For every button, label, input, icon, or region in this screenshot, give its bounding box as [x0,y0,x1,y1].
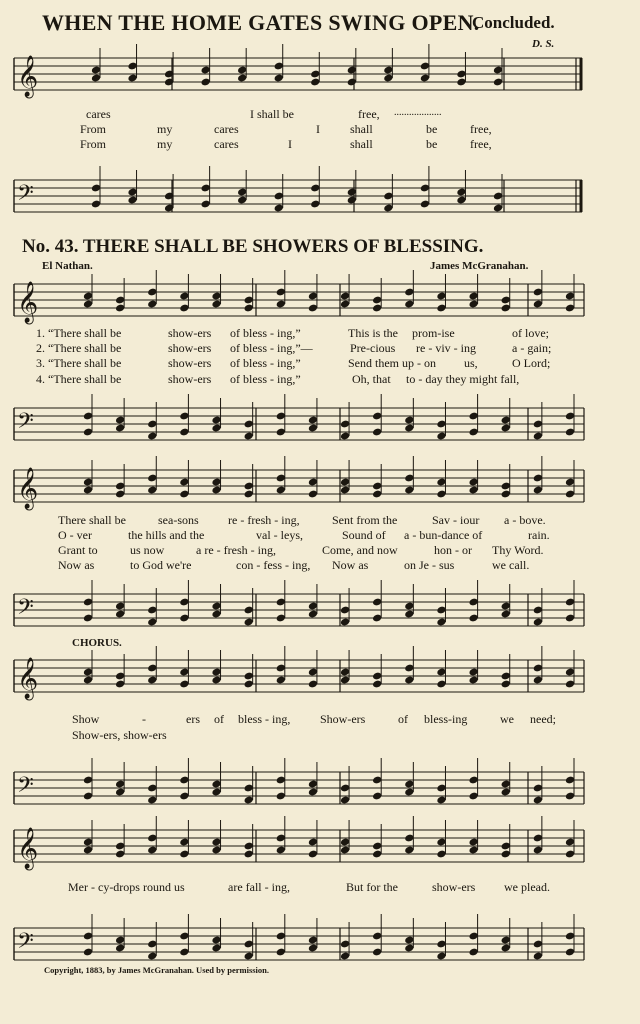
lyric: a - bove. [504,513,546,527]
author-credit: El Nathan. [42,260,93,272]
lyric: my [157,122,173,136]
lyric: hon - or [434,543,472,557]
lyric: Come, and now [322,543,398,557]
lyric: 1. “There shall be [36,326,122,340]
treble-clef: 𝄞 [17,658,39,699]
lyric: need; [530,712,556,726]
bass-clef: 𝄢 [17,773,34,803]
lyric: Mer - cy-drops round us [68,880,185,894]
lyric: us, [464,356,478,370]
treble-clef: 𝄞 [17,828,39,869]
lyric: con - fess - ing, [236,558,311,572]
lyric: of love; [512,326,549,340]
lyric: O Lord; [512,356,551,370]
lyric: sea-sons [158,513,199,527]
lyric: O - ver [58,528,92,542]
lyric: show-ers [168,372,212,386]
lyric: we plead. [504,880,550,894]
lyric: of bless - ing,”— [230,341,313,355]
lyric: I shall be [250,107,294,121]
lyric: Sav - iour [432,513,480,527]
lyric: of [398,712,408,726]
lyric: prom-ise [412,326,455,340]
treble-clef: 𝄞 [17,56,39,97]
bass-clef: 𝄢 [17,929,34,959]
bass-clef: 𝄢 [17,409,34,439]
lyric: show-ers [432,880,476,894]
lyric: of bless - ing,” [230,356,301,370]
lyric: we call. [492,558,530,572]
lyric: Now as [58,558,95,572]
lyric: are fall - ing, [228,880,290,894]
treble-clef: 𝄞 [17,468,39,509]
lyric: cares [214,122,239,136]
lyric: show-ers [168,326,212,340]
lyric: But for the [346,880,398,894]
lyric: This is the [348,326,398,340]
lyric: Pre-cious [350,341,396,355]
lyric: - [142,712,146,726]
lyric: re - viv - ing [416,341,476,355]
lyric: show-ers [168,356,212,370]
bass-clef: 𝄢 [17,181,34,211]
lyric: free, [470,137,492,151]
lyric: a - bun-dance of [404,528,483,542]
lyric: I [288,137,292,151]
lyric: my [157,137,173,151]
lyric: a - gain; [512,341,552,355]
lyric: 4. “There shall be [36,372,122,386]
hymn-title: No. 43. THERE SHALL BE SHOWERS OF BLESSING. [22,236,484,257]
lyric: free, [358,107,380,121]
lyric: be [426,137,438,151]
lyric: From [80,122,107,136]
lyric: Grant to [58,543,98,557]
lyric: Show [72,712,100,726]
lyric: Oh, that [352,372,391,386]
lyric: Show-ers, show-ers [72,728,167,742]
lyric: on Je - sus [404,558,455,572]
treble-clef: 𝄞 [17,282,39,323]
lyric: to God we're [130,558,192,572]
lyric: bless-ing [424,712,468,726]
lyric: 2. “There shall be [36,341,122,355]
chorus-label: CHORUS. [72,637,122,649]
ds-marking: D. S. [532,38,555,50]
lyric: Thy Word. [492,543,544,557]
lyric: shall [350,122,373,136]
lyric: be [426,122,438,136]
bass-clef: 𝄢 [17,595,34,625]
lyric: I [316,122,320,136]
lyric: of bless - ing,” [230,326,301,340]
lyric: show-ers [168,341,212,355]
lyric: Now as [332,558,369,572]
lyric: of bless - ing,” [230,372,301,386]
page-title: WHEN THE HOME GATES SWING OPEN. [42,10,480,35]
lyric: to - day they might fall, [406,372,520,386]
lyric: a re - fresh - ing, [196,543,276,557]
copyright-notice: Copyright, 1883, by James McGranahan. Used by permission. [44,965,270,975]
lyric: From [80,137,107,151]
lyric: rain. [528,528,550,542]
lyric: the hills and the [128,528,205,542]
lyric: bless - ing, [238,712,291,726]
lyric: cares [86,107,111,121]
lyric: re - fresh - ing, [228,513,300,527]
concluded-label: Concluded. [472,13,555,32]
lyric: 3. “There shall be [36,356,122,370]
lyric: us now [130,543,165,557]
lyric: Send them up - on [348,356,436,370]
lyric: shall [350,137,373,151]
lyric: Show-ers [320,712,366,726]
composer-credit: James McGranahan. [430,260,529,272]
lyric: ................... [394,107,442,118]
lyric: val - leys, [256,528,303,542]
lyric: ers [186,712,200,726]
lyric: we [500,712,514,726]
lyric: free, [470,122,492,136]
lyric: Sent from the [332,513,398,527]
lyric: cares [214,137,239,151]
lyric: of [214,712,224,726]
lyric: Sound of [342,528,386,542]
lyric: There shall be [58,513,126,527]
